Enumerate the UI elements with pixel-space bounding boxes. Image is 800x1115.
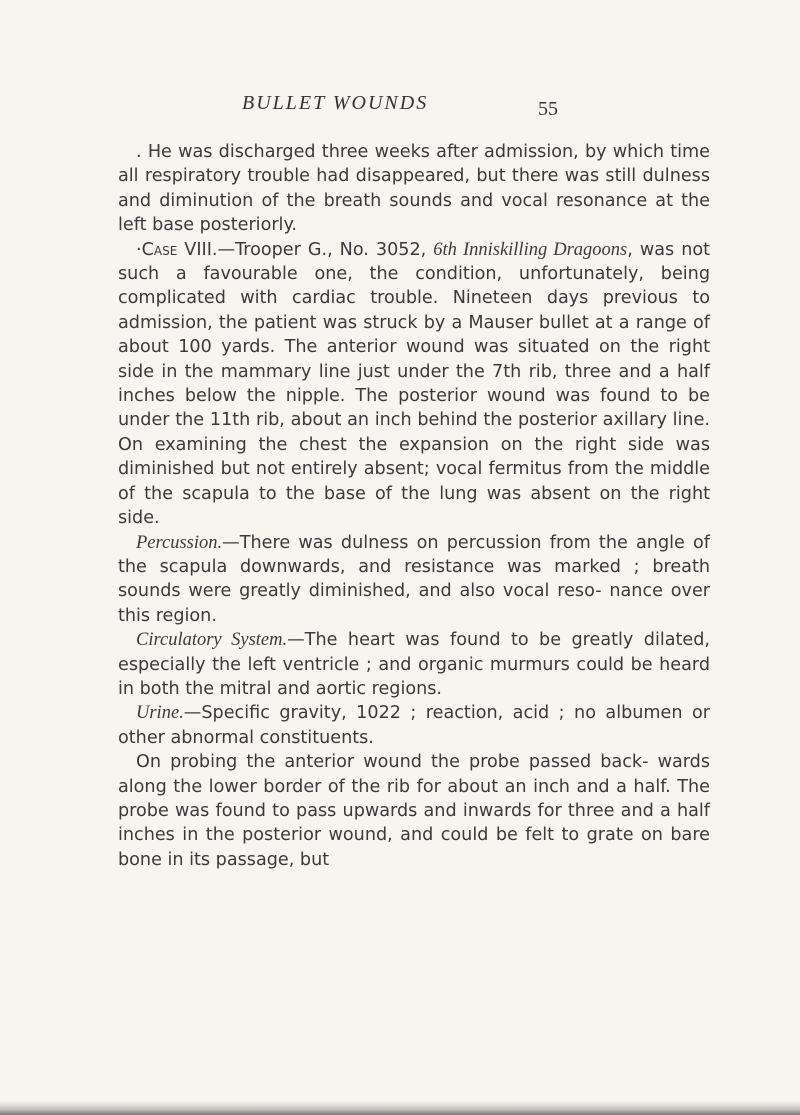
running-head	[0, 92, 800, 122]
paragraph-urine	[118, 701, 710, 750]
paragraph-text: , was not such a favourable one, the condition, unfortunately, being complicated with cardiac trouble. Nineteen days previous to admission, the patient was struck by a Mauser bullet at a range of about 100 yards. The anterior wound was situated on the right side in the mammary line just under the 7th rib, three and a half inches below the nipple. The posterior wound was found to be under the 11th rib, about an inch behind the posterior axillary line. On examining the chest the expansion on the right side was diminished but not entirely absent; vocal fermitus from the middle of the scapula to the base of the lung was absent on the right side.	[118, 239, 711, 529]
paragraph-text: . He was discharged three weeks after admission, by which time all respiratory trouble had disappeared, but there was still dulness and diminution of the breath sounds and vocal resonance at the left base posteriorly.	[118, 142, 710, 236]
case-number: VIII.—Trooper G., No. 3052,	[177, 239, 434, 260]
section-heading-urine: Urine.	[136, 703, 184, 724]
page-number: 55	[538, 98, 558, 120]
paragraph-percussion	[118, 531, 710, 629]
regiment-name: 6th Inniskilling Dragoons	[433, 239, 628, 260]
paragraph-text: —There was dulness on percussion from the angle of the scapula downwards, and resistance was marked ; breath sounds were greatly diminished, and also vocal reso- nance over this region.	[118, 532, 710, 626]
page-bottom-edge	[0, 1101, 800, 1115]
section-heading-percussion: Percussion.	[136, 532, 223, 553]
paragraph-case-viii	[118, 238, 710, 531]
paragraph-circulatory	[118, 628, 710, 701]
body-text	[118, 140, 710, 872]
paragraph-discharge	[118, 140, 710, 238]
margin-dot: ·	[136, 239, 142, 260]
paragraph-text: On probing the anterior wound the probe passed back- wards along the lower border of the rib for about an inch and a half. The probe was found to pass upwards and inwards for three and a half inches in the posterior wound, and could be felt to grate on bare bone in its passage, but	[118, 752, 710, 870]
paragraph-text: —The heart was found to be greatly dilated, especially the left ventricle ; and organic murmurs could be heard in both the mitral and aortic regions.	[118, 630, 710, 699]
case-label: Case	[141, 239, 178, 260]
paragraph-probing	[118, 750, 710, 872]
paragraph-text: —Specific gravity, 1022 ; reaction, acid ; no albumen or other abnormal constituents.	[118, 703, 710, 748]
running-title: BULLET WOUNDS	[242, 92, 429, 114]
section-heading-circulatory: Circulatory System.	[136, 630, 288, 651]
